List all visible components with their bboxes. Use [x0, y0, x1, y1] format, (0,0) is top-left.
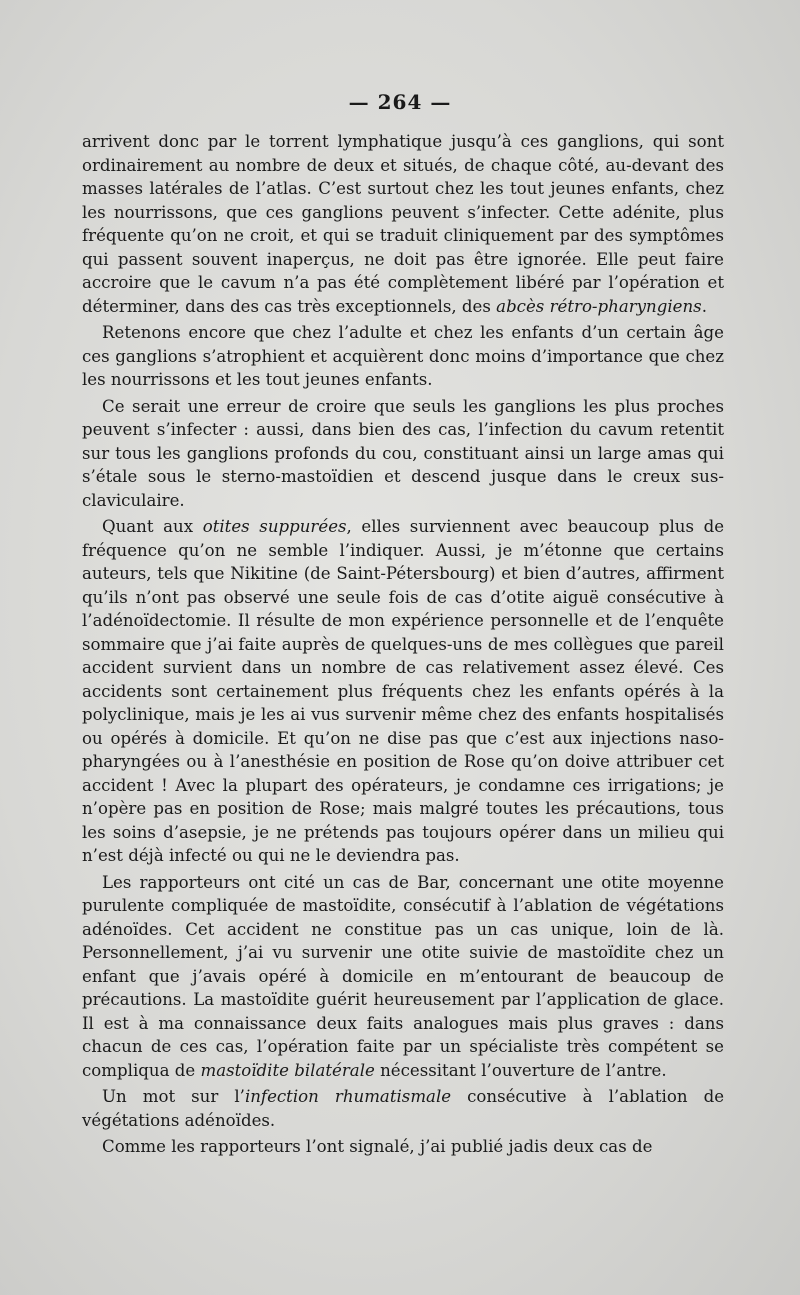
italic-term: infection rhumatismale — [244, 1087, 452, 1106]
paragraph-6: Un mot sur l’infection rhumatismale consécutive à l’ablation de végétations adénoïdes. — [82, 1087, 725, 1130]
body-text — [82, 130, 724, 1162]
paragraph-5: Les rapporteurs ont cité un cas de Bar, concernant une otite moyenne purulente compliquée de mastoïdite, consécutif à l’ablation de végétations adénoïdes. Cet accident ne constitue pas un cas unique, loin de là. Personnellement, j’ai vu survenir une otite suivie de mastoïdite chez un enfant que j’avais opéré à domicile en m’entourant de beaucoup de précautions. La mastoïdite guérit heureusement par l’application de glace. Il est à ma connaissance deux faits analogues mais plus graves : dans chacun de ces cas, l’opération faite par un spécialiste très compétent se compliqua de mastoïdite bilatérale nécessitant l’ouverture de l’antre. — [82, 872, 724, 1080]
paragraph-7: Comme les rapporteurs l’ont signalé, j’ai publié jadis deux cas de — [102, 1137, 653, 1156]
italic-term: otites suppurées — [202, 517, 347, 536]
italic-term: abcès rétro-pharyngiens — [496, 296, 702, 316]
paragraph-2: Retenons encore que chez l’adulte et chez les enfants d’un certain âge ces ganglions s’atrophient et acquièrent donc moins d’importance que chez les nourrissons et les tout jeunes enfants. — [82, 323, 724, 389]
paragraph-1: arrivent donc par le torrent lymphatique jusqu’à ces ganglions, qui sont ordinairement au nombre de deux et situés, de chaque côté, au-devant des masses latérales de l’atlas. C’est surtout chez les tout jeunes enfants, chez les nourrissons, que ces ganglions peuvent s’infecter. Cette adénite, plus fréquente qu’on ne croit, et qui se traduit cliniquement par des symptômes qui passent souvent inaperçus, ne doit pas être ignorée. Elle peut faire accroire que le cavum n’a pas été complètement libéré par l’opération et déterminer, dans des cas très exceptionnels, des abcès rétro-pharyngiens. — [82, 132, 724, 316]
paragraph-4: Quant aux otites suppurées, elles surviennent avec beaucoup plus de fréquence qu’on ne semble l’indiquer. Aussi, je m’étonne que certains auteurs, tels que Nikitine (de Saint-Pétersbourg) et bien d’autres, affirment qu’ils n’ont pas observé une seule fois de cas d’otite aiguë consécutive à l’adénoïdectomie. Il résulte de mon expérience personnelle et de l’enquête sommaire que j’ai faite auprès de quelques-uns de mes collègues que pareil accident survient dans un nombre de cas relativement assez élevé. Ces accidents sont certainement plus fréquents chez les enfants opérés à la polyclinique, mais je les ai vus survenir même chez des enfants hospitalisés ou opérés à domicile. Et qu’on ne dise pas que c’est aux injections naso-pharyngées ou à l’anesthésie en position de Rose qu’on doive attribuer cet accident ! Avec la plupart des opérateurs, je condamne ces irrigations; je n’opère pas en position de Rose; mais malgré toutes les précautions, tous les soins d’asepsie, je ne prétends pas toujours opérer dans un milieu qui n’est déjà infecté ou qui ne le deviendra pas. — [82, 517, 725, 865]
paragraph-3: Ce serait une erreur de croire que seuls les ganglions les plus proches peuvent s’infecter : aussi, dans bien des cas, l’infection du cavum retentit sur tous les ganglions profonds du cou, constituant ainsi un large amas qui s’étale sous le sterno-mastoïdien et descend jusque dans le creux sus-claviculaire. — [82, 396, 724, 510]
italic-term: mastoïdite bilatérale — [200, 1060, 375, 1080]
page-number: — 264 — — [348, 90, 452, 114]
